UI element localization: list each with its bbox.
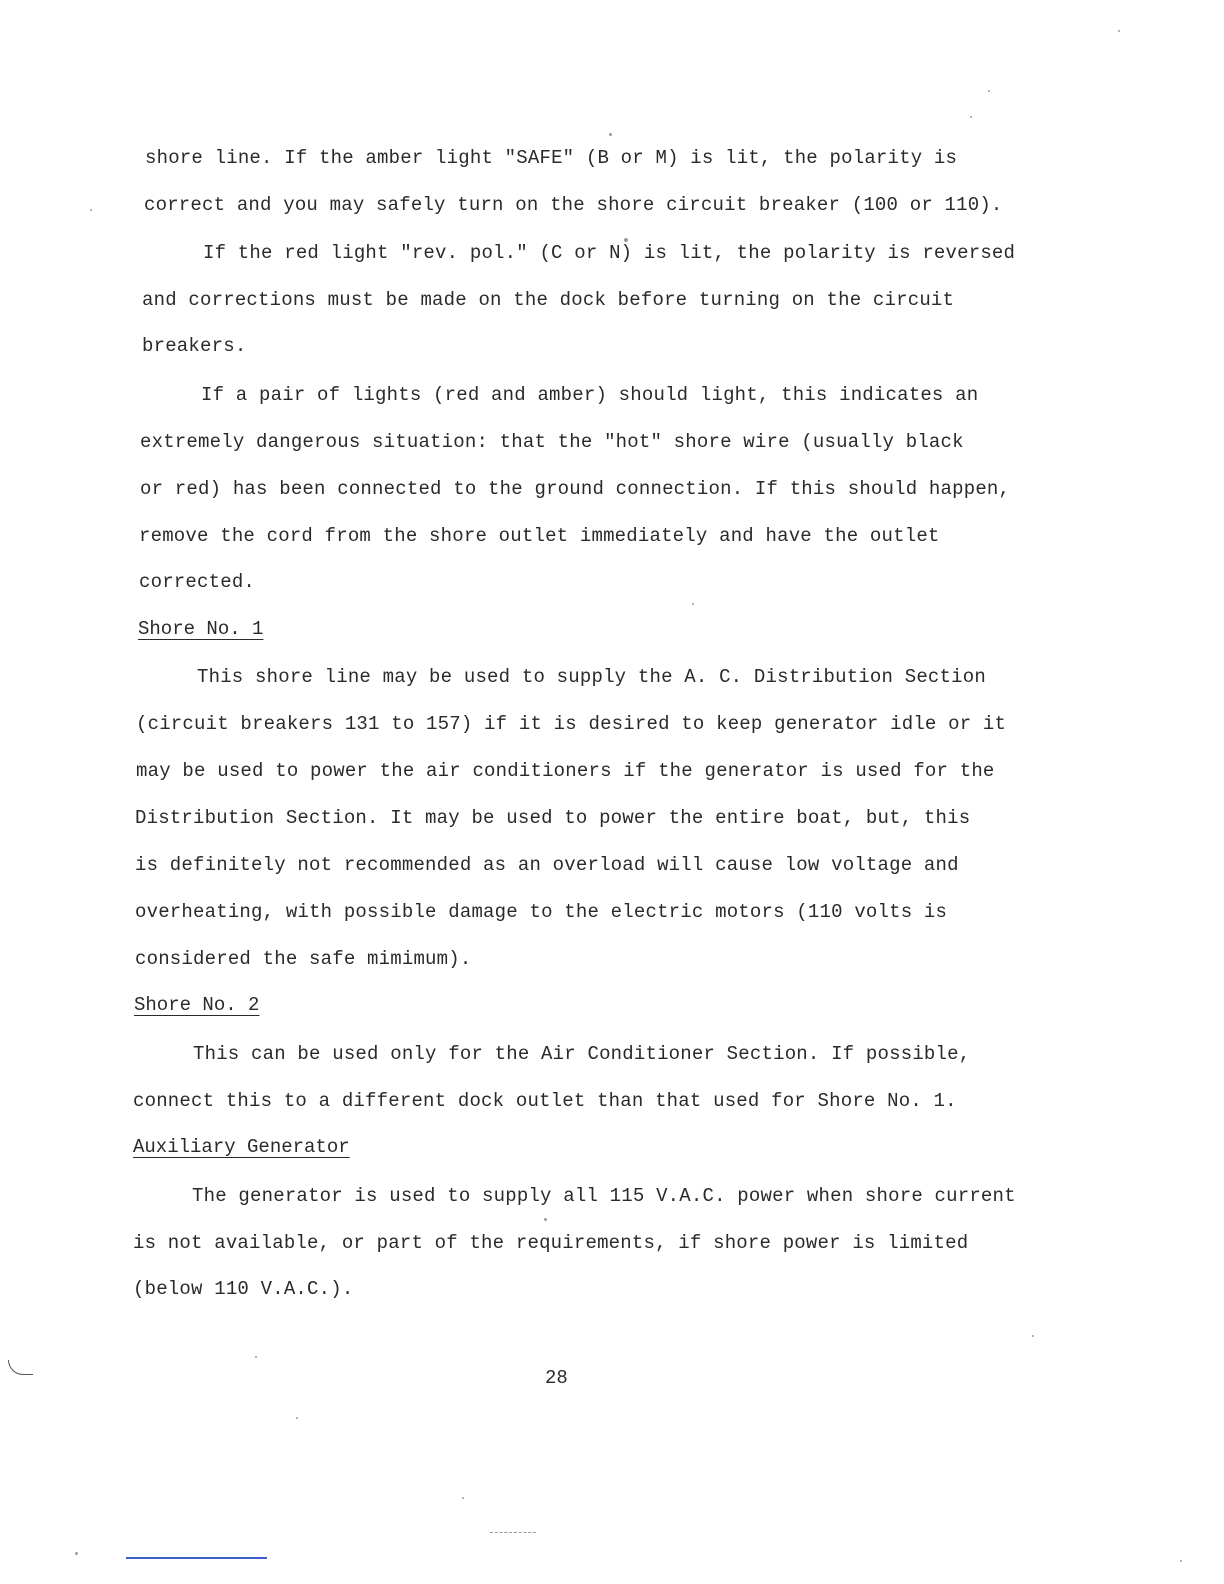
text-line: connect this to a different dock outlet than that used for Shore No. 1. [133, 1090, 957, 1112]
scan-mark [8, 1360, 33, 1375]
scan-speck [1032, 1335, 1034, 1337]
scan-speck [255, 1356, 257, 1358]
scan-speck [692, 603, 694, 605]
bottom-rule [126, 1557, 267, 1559]
text-line: This shore line may be used to supply the A. C. Distribution Section [197, 666, 986, 688]
text-line: This can be used only for the Air Conditioner Section. If possible, [193, 1043, 971, 1065]
text-line: If the red light "rev. pol." (C or N) is lit, the polarity is reversed [203, 242, 1016, 264]
text-line: may be used to power the air conditioners if the generator is used for the [136, 760, 995, 782]
scan-speck [624, 238, 628, 242]
text-line: corrected. [139, 571, 256, 593]
text-line: remove the cord from the shore outlet immediately and have the outlet [139, 525, 940, 547]
scan-speck [988, 90, 990, 92]
scan-speck [462, 1497, 464, 1499]
text-line: correct and you may safely turn on the shore circuit breaker (100 or 110). [144, 194, 1003, 216]
scan-speck [90, 209, 92, 211]
text-line: is not available, or part of the requirements, if shore power is limited [133, 1232, 969, 1254]
scan-speck [1118, 30, 1120, 32]
page-number: 28 [545, 1367, 568, 1389]
text-line: extremely dangerous situation: that the "hot" shore wire (usually black [140, 431, 964, 453]
scan-speck [544, 1218, 547, 1221]
text-line: is definitely not recommended as an overload will cause low voltage and [135, 854, 959, 876]
text-line: (circuit breakers 131 to 157) if it is desired to keep generator idle or it [136, 713, 1007, 735]
scan-speck [970, 116, 972, 118]
scan-speck [609, 133, 612, 136]
text-line: (below 110 V.A.C.). [133, 1278, 354, 1300]
text-line: If a pair of lights (red and amber) should light, this indicates an [201, 384, 979, 406]
scan-speck [1180, 1560, 1182, 1562]
text-line: breakers. [142, 335, 247, 357]
text-line: or red) has been connected to the ground connection. If this should happen, [140, 478, 1011, 500]
text-line: The generator is used to supply all 115 V.A.C. power when shore current [192, 1185, 1016, 1207]
text-line: considered the safe mimimum). [135, 948, 472, 970]
section-heading-shore-1: Shore No. 1 [138, 618, 264, 640]
section-heading-shore-2: Shore No. 2 [134, 994, 260, 1016]
scan-speck [296, 1417, 298, 1419]
text-line: Distribution Section. It may be used to power the entire boat, but, this [135, 807, 971, 829]
text-line: and corrections must be made on the dock before turning on the circuit [142, 289, 955, 311]
text-line: shore line. If the amber light "SAFE" (B or M) is lit, the polarity is [145, 147, 958, 169]
text-line: overheating, with possible damage to the electric motors (110 volts is [135, 901, 948, 923]
scan-speck [75, 1552, 78, 1555]
scan-mark [490, 1532, 536, 1534]
section-heading-auxiliary-generator: Auxiliary Generator [133, 1136, 350, 1158]
